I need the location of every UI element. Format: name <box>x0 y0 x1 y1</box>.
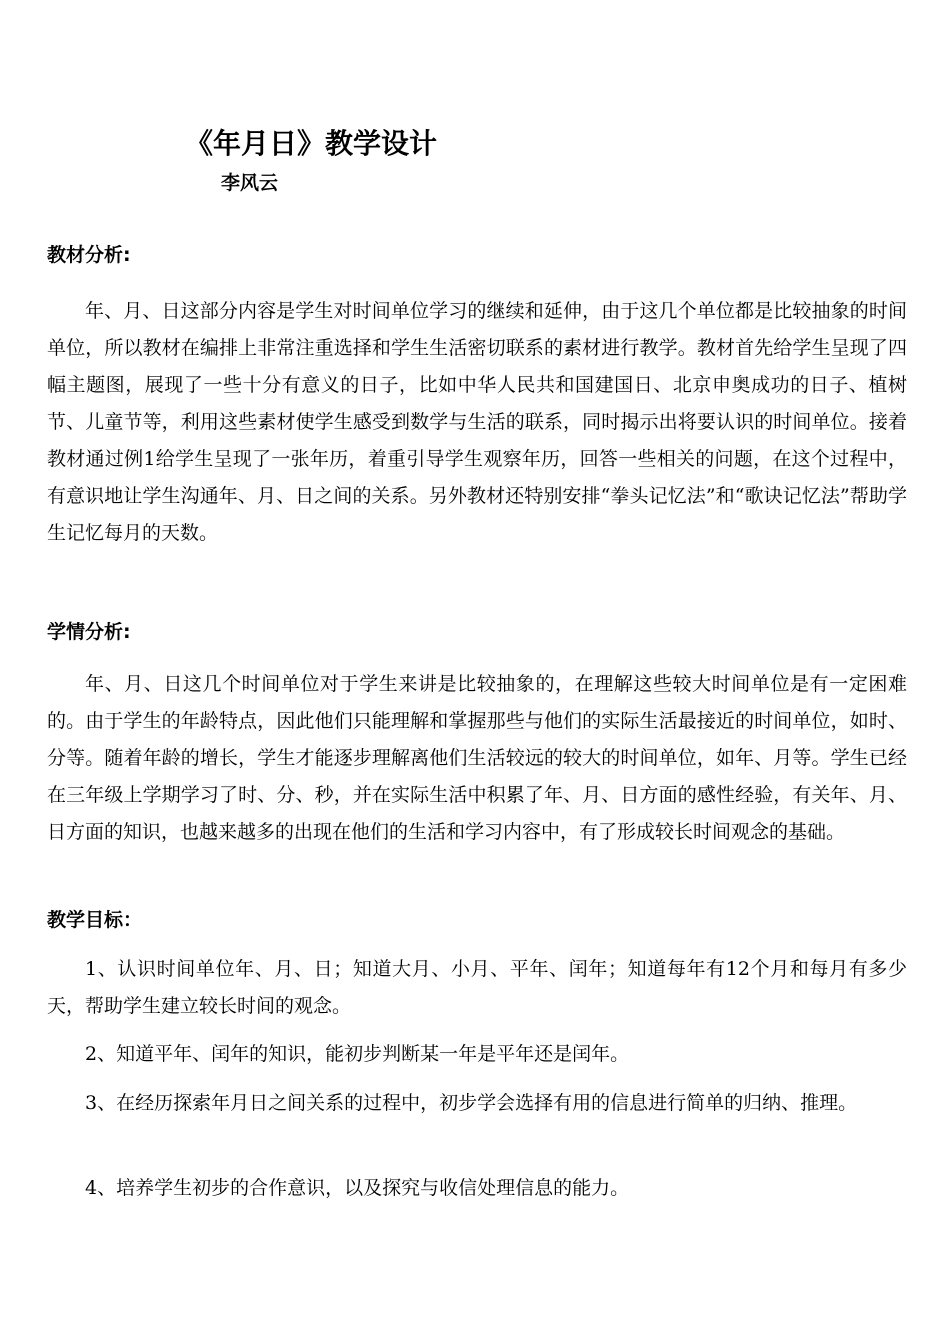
teaching-goal-item: 2、知道平年、闰年的知识，能初步判断某一年是平年还是闰年。 <box>85 1043 630 1065</box>
section-heading-textbook-analysis: 教材分析: <box>47 244 131 266</box>
textbook-analysis-paragraph: 年、月、日这部分内容是学生对时间单位学习的继续和延伸，由于这几个单位都是比较抽象的时间单位，所以教材在编排上非常注重选择和学生生活密切联系的素材进行教学。教材首先给学生呈现了四幅主题图，展现了一些十分有意义的日子，比如中华人民共和国建国日、北京申奥成功的日子、植树节、儿童节等，利用这些素材使学生感受到数学与生活的联系，同时揭示出将要认识的时间单位。接着教材通过例1给学生呈现了一张年历，着重引导学生观察年历，回答一些相关的问题，在这个过程中，有意识地让学生沟通年、月、日之间的关系。另外教材还特别安排“拳头记忆法”和“歌诀记忆法”帮助学生记忆每月的天数。 <box>47 300 907 544</box>
document-title: 《年月日》教学设计 <box>185 127 438 160</box>
teaching-goal-item: 4、培养学生初步的合作意识，以及探究与收信处理信息的能力。 <box>85 1177 630 1199</box>
author-name: 李风云 <box>221 172 279 194</box>
teaching-goal-item: 3、在经历探索年月日之间关系的过程中，初步学会选择有用的信息进行简单的归纳、推理。 <box>85 1092 858 1114</box>
teaching-goal-item: 1、认识时间单位年、月、日；知道大月、小月、平年、闰年；知道每年有12个月和每月有多少天，帮助学生建立较长时间的观念。 <box>47 958 907 1017</box>
section-heading-teaching-goals: 教学目标： <box>47 909 143 931</box>
section-heading-student-analysis: 学情分析: <box>47 621 131 643</box>
student-analysis-paragraph: 年、月、日这几个时间单位对于学生来讲是比较抽象的，在理解这些较大时间单位是有一定困难的。由于学生的年龄特点，因此他们只能理解和掌握那些与他们的实际生活最接近的时间单位，如时、分等。随着年龄的增长，学生才能逐步理解离他们生活较远的较大的时间单位，如年、月等。学生已经在三年级上学期学习了时、分、秒，并在实际生活中积累了年、月、日方面的感性经验，有关年、月、日方面的知识，也越来越多的出现在他们的生活和学习内容中，有了形成较长时间观念的基础。 <box>47 673 907 843</box>
